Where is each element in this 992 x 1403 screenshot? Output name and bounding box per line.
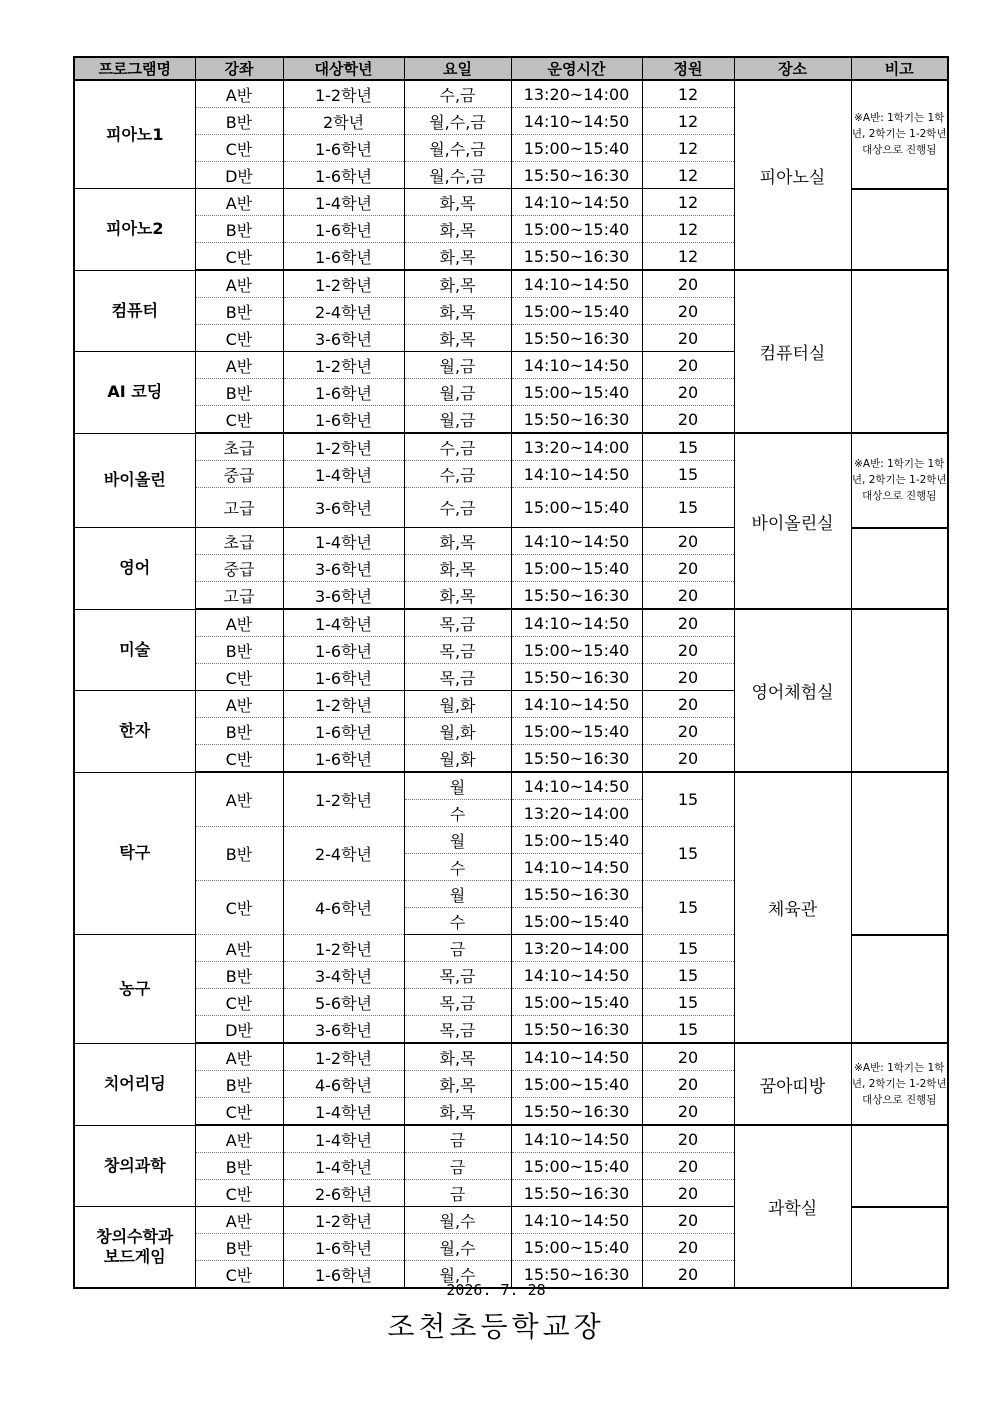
class-cell: C반	[195, 1098, 283, 1126]
time-cell: 15:50~16:30	[511, 881, 642, 908]
class-cell: C반	[195, 664, 283, 691]
table-row	[74, 609, 948, 637]
day-cell: 수	[404, 908, 511, 935]
class-cell: C반	[195, 325, 283, 352]
capacity-cell: 20	[642, 555, 734, 582]
capacity-cell: 20	[642, 406, 734, 434]
class-cell: A반	[195, 1125, 283, 1153]
header-location: 장소	[734, 57, 851, 80]
day-cell: 월,수	[404, 1207, 511, 1234]
class-cell: A반	[195, 1043, 283, 1071]
table-row	[74, 270, 948, 298]
grade-cell: 1-6학년	[283, 664, 404, 691]
capacity-cell: 15	[642, 772, 734, 827]
capacity-cell: 20	[642, 1234, 734, 1261]
grade-cell: 1-2학년	[283, 772, 404, 827]
day-cell: 월,수,금	[404, 135, 511, 162]
day-cell: 월	[404, 772, 511, 800]
class-cell: B반	[195, 637, 283, 664]
time-cell: 14:10~14:50	[511, 854, 642, 881]
capacity-cell: 15	[642, 881, 734, 935]
class-cell: A반	[195, 352, 283, 379]
time-cell: 15:50~16:30	[511, 745, 642, 773]
class-cell: B반	[195, 1071, 283, 1098]
capacity-cell: 20	[642, 325, 734, 352]
program-name: 창의수학과 보드게임	[74, 1207, 195, 1289]
time-cell: 15:00~15:40	[511, 718, 642, 745]
class-cell: D반	[195, 162, 283, 189]
principal-signature: 조천초등학교장	[387, 1310, 605, 1343]
grade-cell: 2-4학년	[283, 298, 404, 325]
capacity-cell: 20	[642, 691, 734, 718]
class-cell: A반	[195, 772, 283, 827]
day-cell: 금	[404, 1180, 511, 1207]
time-cell: 15:50~16:30	[511, 1180, 642, 1207]
day-cell: 월,화	[404, 718, 511, 745]
grade-cell: 1-6학년	[283, 379, 404, 406]
capacity-cell: 20	[642, 1098, 734, 1126]
grade-cell: 5-6학년	[283, 989, 404, 1016]
grade-cell: 1-2학년	[283, 1043, 404, 1071]
day-cell: 화,목	[404, 270, 511, 298]
class-cell: C반	[195, 406, 283, 434]
capacity-cell: 20	[642, 298, 734, 325]
capacity-cell: 20	[642, 1071, 734, 1098]
capacity-cell: 12	[642, 135, 734, 162]
day-cell: 수,금	[404, 461, 511, 488]
grade-cell: 1-6학년	[283, 135, 404, 162]
grade-cell: 2-4학년	[283, 827, 404, 881]
capacity-cell: 20	[642, 1125, 734, 1153]
capacity-cell: 15	[642, 989, 734, 1016]
grade-cell: 1-4학년	[283, 189, 404, 216]
header-row	[74, 57, 948, 80]
day-cell: 금	[404, 1125, 511, 1153]
program-name: 미술	[74, 609, 195, 691]
time-cell: 15:50~16:30	[511, 162, 642, 189]
program-name: 영어	[74, 528, 195, 610]
day-cell: 금	[404, 935, 511, 962]
class-cell: B반	[195, 718, 283, 745]
class-cell: A반	[195, 189, 283, 216]
time-cell: 14:10~14:50	[511, 270, 642, 298]
grade-cell: 1-4학년	[283, 461, 404, 488]
grade-cell: 3-6학년	[283, 325, 404, 352]
header-capacity: 정원	[642, 57, 734, 80]
day-cell: 화,목	[404, 243, 511, 271]
day-cell: 월,금	[404, 406, 511, 434]
header-class: 강좌	[195, 57, 283, 80]
capacity-cell: 15	[642, 488, 734, 528]
time-cell: 13:20~14:00	[511, 433, 642, 461]
grade-cell: 1-6학년	[283, 406, 404, 434]
time-cell: 14:10~14:50	[511, 962, 642, 989]
note-cell	[851, 772, 948, 935]
time-cell: 14:10~14:50	[511, 609, 642, 637]
class-cell: 초급	[195, 528, 283, 555]
note-cell	[851, 935, 948, 1044]
program-name: 한자	[74, 691, 195, 773]
day-cell: 화,목	[404, 1043, 511, 1071]
class-cell: 중급	[195, 461, 283, 488]
grade-cell: 3-6학년	[283, 582, 404, 610]
class-cell: A반	[195, 1207, 283, 1234]
note-cell	[851, 528, 948, 610]
day-cell: 목,금	[404, 609, 511, 637]
time-cell: 14:10~14:50	[511, 528, 642, 555]
program-name: 바이올린	[74, 433, 195, 528]
capacity-cell: 20	[642, 528, 734, 555]
class-cell: 고급	[195, 582, 283, 610]
time-cell: 14:10~14:50	[511, 108, 642, 135]
location-cell: 피아노실	[734, 80, 851, 270]
time-cell: 15:00~15:40	[511, 135, 642, 162]
grade-cell: 1-2학년	[283, 80, 404, 108]
day-cell: 수,금	[404, 488, 511, 528]
class-cell: A반	[195, 80, 283, 108]
class-cell: B반	[195, 379, 283, 406]
grade-cell: 3-6학년	[283, 1016, 404, 1044]
time-cell: 14:10~14:50	[511, 1207, 642, 1234]
day-cell: 월,수	[404, 1261, 511, 1289]
capacity-cell: 20	[642, 1180, 734, 1207]
time-cell: 15:00~15:40	[511, 827, 642, 854]
grade-cell: 1-6학년	[283, 718, 404, 745]
class-cell: C반	[195, 135, 283, 162]
capacity-cell: 20	[642, 664, 734, 691]
grade-cell: 1-6학년	[283, 162, 404, 189]
capacity-cell: 15	[642, 827, 734, 881]
grade-cell: 1-6학년	[283, 1261, 404, 1289]
grade-cell: 1-2학년	[283, 433, 404, 461]
program-schedule-table	[73, 56, 949, 1289]
capacity-cell: 20	[642, 745, 734, 773]
note-cell: ※A반: 1학기는 1학년, 2학기는 1-2학년 대상으로 진행됨	[851, 1043, 948, 1125]
day-cell: 화,목	[404, 555, 511, 582]
note-cell: ※A반: 1학기는 1학년, 2학기는 1-2학년 대상으로 진행됨	[851, 433, 948, 528]
capacity-cell: 15	[642, 935, 734, 962]
class-cell: C반	[195, 1180, 283, 1207]
location-cell: 컴퓨터실	[734, 270, 851, 433]
day-cell: 화,목	[404, 582, 511, 610]
time-cell: 15:00~15:40	[511, 379, 642, 406]
time-cell: 15:00~15:40	[511, 298, 642, 325]
time-cell: 15:00~15:40	[511, 908, 642, 935]
day-cell: 목,금	[404, 989, 511, 1016]
class-cell: B반	[195, 216, 283, 243]
grade-cell: 1-2학년	[283, 270, 404, 298]
day-cell: 화,목	[404, 1098, 511, 1126]
class-cell: C반	[195, 1261, 283, 1289]
time-cell: 14:10~14:50	[511, 461, 642, 488]
time-cell: 14:10~14:50	[511, 352, 642, 379]
day-cell: 수,금	[404, 433, 511, 461]
class-cell: C반	[195, 881, 283, 935]
capacity-cell: 12	[642, 216, 734, 243]
note-cell	[851, 270, 948, 433]
time-cell: 15:00~15:40	[511, 637, 642, 664]
location-cell: 바이올린실	[734, 433, 851, 609]
capacity-cell: 15	[642, 461, 734, 488]
capacity-cell: 20	[642, 609, 734, 637]
capacity-cell: 20	[642, 718, 734, 745]
grade-cell: 1-4학년	[283, 528, 404, 555]
day-cell: 목,금	[404, 1016, 511, 1044]
grade-cell: 1-2학년	[283, 691, 404, 718]
class-cell: B반	[195, 1234, 283, 1261]
location-cell: 체육관	[734, 772, 851, 1043]
capacity-cell: 15	[642, 433, 734, 461]
time-cell: 14:10~14:50	[511, 691, 642, 718]
day-cell: 월,수,금	[404, 162, 511, 189]
capacity-cell: 20	[642, 1153, 734, 1180]
grade-cell: 1-4학년	[283, 1153, 404, 1180]
class-cell: 고급	[195, 488, 283, 528]
grade-cell: 3-6학년	[283, 488, 404, 528]
day-cell: 수	[404, 800, 511, 827]
class-cell: 중급	[195, 555, 283, 582]
capacity-cell: 20	[642, 352, 734, 379]
capacity-cell: 12	[642, 108, 734, 135]
grade-cell: 1-4학년	[283, 1098, 404, 1126]
day-cell: 화,목	[404, 325, 511, 352]
header-note: 비고	[851, 57, 948, 80]
capacity-cell: 12	[642, 243, 734, 271]
table-row	[74, 433, 948, 461]
grade-cell: 1-6학년	[283, 216, 404, 243]
day-cell: 화,목	[404, 189, 511, 216]
time-cell: 15:50~16:30	[511, 325, 642, 352]
day-cell: 화,목	[404, 528, 511, 555]
capacity-cell: 20	[642, 1043, 734, 1071]
day-cell: 화,목	[404, 216, 511, 243]
issue-date: 2026. 7. 28	[446, 1281, 546, 1299]
class-cell: C반	[195, 989, 283, 1016]
class-cell: A반	[195, 609, 283, 637]
header-program: 프로그램명	[74, 57, 195, 80]
class-cell: A반	[195, 270, 283, 298]
note-cell	[851, 609, 948, 772]
time-cell: 15:50~16:30	[511, 1098, 642, 1126]
grade-cell: 3-6학년	[283, 555, 404, 582]
note-cell	[851, 1207, 948, 1289]
time-cell: 13:20~14:00	[511, 935, 642, 962]
day-cell: 월,금	[404, 379, 511, 406]
day-cell: 수	[404, 854, 511, 881]
capacity-cell: 20	[642, 637, 734, 664]
day-cell: 화,목	[404, 1071, 511, 1098]
grade-cell: 1-2학년	[283, 935, 404, 962]
program-name: AI 코딩	[74, 352, 195, 434]
day-cell: 월	[404, 827, 511, 854]
time-cell: 15:00~15:40	[511, 1234, 642, 1261]
program-name: 농구	[74, 935, 195, 1044]
time-cell: 14:10~14:50	[511, 189, 642, 216]
grade-cell: 3-4학년	[283, 962, 404, 989]
time-cell: 14:10~14:50	[511, 1125, 642, 1153]
class-cell: C반	[195, 745, 283, 773]
day-cell: 수,금	[404, 80, 511, 108]
program-name: 컴퓨터	[74, 270, 195, 352]
day-cell: 월,수	[404, 1234, 511, 1261]
grade-cell: 4-6학년	[283, 1071, 404, 1098]
note-cell	[851, 1125, 948, 1207]
table-row	[74, 772, 948, 800]
time-cell: 15:50~16:30	[511, 664, 642, 691]
time-cell: 15:00~15:40	[511, 216, 642, 243]
grade-cell: 1-2학년	[283, 352, 404, 379]
day-cell: 목,금	[404, 962, 511, 989]
time-cell: 15:50~16:30	[511, 582, 642, 610]
day-cell: 목,금	[404, 637, 511, 664]
day-cell: 월	[404, 881, 511, 908]
time-cell: 14:10~14:50	[511, 772, 642, 800]
grade-cell: 1-6학년	[283, 637, 404, 664]
capacity-cell: 12	[642, 189, 734, 216]
time-cell: 15:00~15:40	[511, 1071, 642, 1098]
class-cell: C반	[195, 243, 283, 271]
grade-cell: 4-6학년	[283, 881, 404, 935]
grade-cell: 1-2학년	[283, 1207, 404, 1234]
capacity-cell: 12	[642, 80, 734, 108]
capacity-cell: 20	[642, 270, 734, 298]
class-cell: B반	[195, 108, 283, 135]
time-cell: 15:50~16:30	[511, 1261, 642, 1289]
location-cell: 꿈아띠방	[734, 1043, 851, 1125]
time-cell: 13:20~14:00	[511, 80, 642, 108]
capacity-cell: 20	[642, 582, 734, 610]
capacity-cell: 15	[642, 1016, 734, 1044]
grade-cell: 2-6학년	[283, 1180, 404, 1207]
program-name: 탁구	[74, 772, 195, 935]
header-day: 요일	[404, 57, 511, 80]
table-row	[74, 1125, 948, 1153]
table-row	[74, 1043, 948, 1071]
day-cell: 금	[404, 1153, 511, 1180]
class-cell: B반	[195, 1153, 283, 1180]
note-cell	[851, 189, 948, 271]
time-cell: 15:50~16:30	[511, 243, 642, 271]
program-name: 피아노2	[74, 189, 195, 271]
class-cell: B반	[195, 962, 283, 989]
day-cell: 월,수,금	[404, 108, 511, 135]
class-cell: A반	[195, 691, 283, 718]
program-name: 치어리딩	[74, 1043, 195, 1125]
header-time: 운영시간	[511, 57, 642, 80]
location-cell: 과학실	[734, 1125, 851, 1288]
capacity-cell: 15	[642, 962, 734, 989]
time-cell: 15:00~15:40	[511, 1153, 642, 1180]
class-cell: B반	[195, 298, 283, 325]
grade-cell: 1-4학년	[283, 609, 404, 637]
time-cell: 15:00~15:40	[511, 488, 642, 528]
time-cell: 15:50~16:30	[511, 406, 642, 434]
time-cell: 15:50~16:30	[511, 1016, 642, 1044]
day-cell: 월,화	[404, 691, 511, 718]
grade-cell: 1-6학년	[283, 1234, 404, 1261]
class-cell: A반	[195, 935, 283, 962]
grade-cell: 1-6학년	[283, 745, 404, 773]
grade-cell: 1-4학년	[283, 1125, 404, 1153]
time-cell: 15:00~15:40	[511, 989, 642, 1016]
program-name: 피아노1	[74, 80, 195, 189]
time-cell: 14:10~14:50	[511, 1043, 642, 1071]
capacity-cell: 12	[642, 162, 734, 189]
location-cell: 영어체험실	[734, 609, 851, 772]
day-cell: 월,화	[404, 745, 511, 773]
grade-cell: 2학년	[283, 108, 404, 135]
program-name: 창의과학	[74, 1125, 195, 1207]
capacity-cell: 20	[642, 1207, 734, 1234]
capacity-cell: 20	[642, 1261, 734, 1289]
day-cell: 월,금	[404, 352, 511, 379]
capacity-cell: 20	[642, 379, 734, 406]
class-cell: 초급	[195, 433, 283, 461]
class-cell: B반	[195, 827, 283, 881]
day-cell: 목,금	[404, 664, 511, 691]
class-cell: D반	[195, 1016, 283, 1044]
day-cell: 화,목	[404, 298, 511, 325]
time-cell: 13:20~14:00	[511, 800, 642, 827]
grade-cell: 1-6학년	[283, 243, 404, 271]
table-row	[74, 80, 948, 108]
note-cell: ※A반: 1학기는 1학년, 2학기는 1-2학년 대상으로 진행됨	[851, 80, 948, 189]
time-cell: 15:00~15:40	[511, 555, 642, 582]
header-grade: 대상학년	[283, 57, 404, 80]
